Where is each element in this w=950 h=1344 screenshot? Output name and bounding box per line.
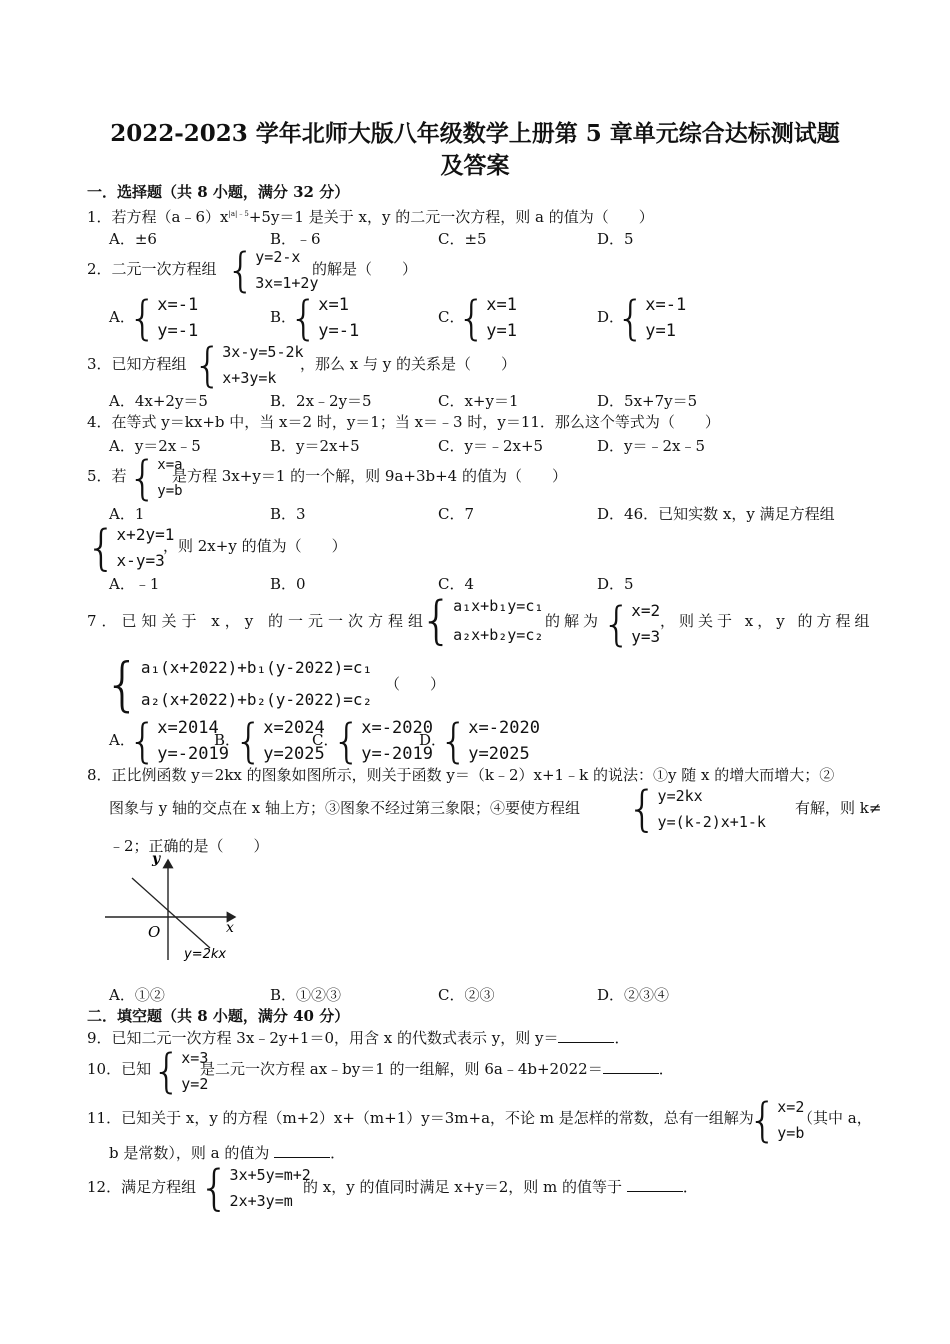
q12-stem-pre: 12．满足方程组: [87, 1178, 197, 1196]
q8-graph: [100, 850, 250, 970]
q2-option-a-label: A．: [109, 308, 135, 326]
q8-option-a: A．①②: [109, 986, 165, 1004]
q3-system: { 3x-y=5-2k x+3y=k: [193, 338, 304, 392]
q10-stem-pre: 10．已知: [87, 1060, 152, 1078]
q11-line2: b 是常数），则 a 的值为 ．: [109, 1144, 346, 1162]
q7-stem-pre: 7．已知关于 x，y 的一元一次方程组: [87, 612, 429, 630]
q8-option-b: B．①②③: [270, 986, 342, 1004]
q2-option-c-label: C．: [438, 308, 465, 326]
q5-system: { x=a y=b: [128, 451, 183, 505]
q2-stem-pre: 2．二元一次方程组: [87, 260, 217, 278]
q7-option-a: { x=2014 y=-2019: [128, 714, 229, 768]
q5-option-d: D．46．已知实数 x，y 满足方程组: [597, 505, 835, 523]
brace-icon: {: [226, 243, 256, 297]
y-axis-label: y: [152, 851, 161, 867]
q6-option-c: C．4: [438, 575, 475, 593]
q11-stem-pre: 11．已知关于 x，y 的方程（m+2）x+（m+1）y＝3m+a，不论 m 是怎样的常数，总有一组解为: [87, 1109, 754, 1127]
q1-stem: 1．若方程$(a﹣6)x^{|a|﹣5}+5y=1$ 是关于 x，y 的二元一次方程，则 a 的值为（ ）: [87, 208, 654, 226]
brace-icon: {: [627, 781, 658, 837]
brace-icon: {: [128, 714, 158, 768]
q8-line2-pre: 图象与 y 轴的交点在 x 轴上方；③图象不经过第三象限；④要使方程组: [109, 799, 581, 817]
doc-title-line2: 及答案: [440, 152, 510, 179]
graph-line: [132, 878, 210, 948]
brace-icon: {: [439, 714, 469, 768]
q7-stem-post: ，则关于 x，y 的方程组: [660, 612, 874, 630]
q2-option-d: { x=-1 y=1: [616, 291, 687, 345]
section1-heading: 一．选择题（共 8 小题，满分 32 分）: [87, 183, 350, 201]
line-label: y=2kx: [184, 947, 227, 962]
brace-icon: {: [86, 520, 117, 576]
q8-option-d: D．②③④: [597, 986, 670, 1004]
q7-option-b: { x=2024 y=2025: [234, 714, 325, 768]
q8-line1: 8．正比例函数 y＝2kx 的图象如图所示，则关于函数 y＝（k﹣2）x+1﹣k 的说法：①y 随 x 的增大而增大；②: [87, 766, 835, 784]
q5-option-b: B．3: [270, 505, 306, 523]
q7-solution: { x=2 y=3: [602, 597, 661, 651]
q3-option-b: B．2x﹣2y＝5: [270, 392, 372, 410]
q11-stem-post: （其中 a，: [798, 1109, 872, 1127]
q7-big-system: { a₁(x+2022)+b₁(y-2022)=c₁ a₂(x+2022)+b₂(y-2022)=c₂: [104, 650, 373, 718]
q7-option-b-label: B．: [214, 731, 241, 749]
q2-option-a: { x=-1 y=-1: [128, 291, 199, 345]
q2-option-d-label: D．: [597, 308, 625, 326]
q7-option-c: { x=-2020 y=-2019: [332, 714, 433, 768]
q6-system: { x+2y=1 x-y=3: [86, 520, 175, 576]
q7-option-c-label: C．: [312, 731, 339, 749]
brace-icon: {: [104, 650, 141, 718]
q7-option-d: { x=-2020 y=2025: [439, 714, 540, 768]
q5-option-c: C．7: [438, 505, 475, 523]
answer-blank[interactable]: [627, 1177, 683, 1192]
brace-icon: {: [234, 714, 264, 768]
q7-system: { a₁x+b₁y=c₁ a₂x+b₂y=c₂: [420, 591, 544, 651]
q6-option-d: D．5: [597, 575, 634, 593]
brace-icon: {: [128, 291, 158, 345]
q4-option-a: A．y＝2x﹣5: [109, 437, 201, 455]
answer-blank[interactable]: [603, 1059, 659, 1074]
brace-icon: {: [193, 338, 223, 392]
q7-stem-mid: 的解为: [545, 612, 603, 630]
q1-option-d: D．5: [597, 230, 634, 248]
q1-option-b: B．﹣6: [270, 230, 321, 248]
q6-stem-post: ，则 2x+y 的值为（ ）: [163, 537, 347, 555]
q4-option-d: D．y＝﹣2x﹣5: [597, 437, 706, 455]
q11-system: { x=2 y=b: [748, 1093, 805, 1147]
q3-option-d: D．5x+7y＝5: [597, 392, 698, 410]
brace-icon: {: [289, 291, 319, 345]
brace-icon: {: [457, 291, 487, 345]
q2-stem-post: 的解是（ ）: [312, 260, 418, 278]
q12-system: { 3x+5y=m+2 2x+3y=m: [199, 1160, 311, 1216]
q12: 的 x，y 的值同时满足 x+y＝2，则 m 的值等于 ．: [303, 1178, 698, 1196]
doc-title-line1: 2022-2023 学年北师大版八年级数学上册第 5 章单元综合达标测试题: [110, 120, 840, 147]
q8-line2-post: 有解，则 k≠: [795, 799, 882, 817]
brace-icon: {: [199, 1160, 230, 1216]
q1-option-c: C．±5: [438, 230, 487, 248]
brace-icon: {: [420, 591, 454, 651]
q6-option-a: A．﹣1: [109, 575, 160, 593]
q5-stem-pre: 5．若: [87, 467, 127, 485]
q10: 是二元一次方程 ax﹣by＝1 的一组解，则 6a﹣4b+2022＝ ．: [200, 1060, 674, 1078]
q4-option-b: B．y＝2x+5: [270, 437, 360, 455]
q6-option-b: B．0: [270, 575, 306, 593]
brace-icon: {: [332, 714, 362, 768]
q7-paren: （ ）: [385, 675, 446, 693]
q2-option-b: { x=1 y=-1: [289, 291, 360, 345]
q1-exponent: |a|﹣5: [228, 210, 249, 218]
q3-option-a: A．4x+2y＝5: [109, 392, 208, 410]
answer-blank[interactable]: [274, 1143, 330, 1158]
brace-icon: {: [616, 291, 646, 345]
x-axis-label: x: [226, 920, 234, 936]
q3-stem-post: ，那么 x 与 y 的关系是（ ）: [300, 355, 517, 373]
brace-icon: {: [152, 1044, 182, 1098]
q4-stem: 4．在等式 y＝kx+b 中，当 x＝2 时，y＝1；当 x＝﹣3 时，y＝11．那么这个等式为（ ）: [87, 413, 720, 431]
q8-option-c: C．②③: [438, 986, 495, 1004]
q4-option-c: C．y＝﹣2x+5: [438, 437, 544, 455]
q2-option-b-label: B．: [270, 308, 297, 326]
q3-stem-pre: 3．已知方程组: [87, 355, 187, 373]
brace-icon: {: [128, 451, 158, 505]
q8-system: { y=2kx y=(k-2)x+1-k: [627, 781, 766, 837]
q2-eq2: 3x=1+2y: [255, 274, 319, 292]
brace-icon: {: [602, 597, 632, 651]
q5-option-a: A．1: [109, 505, 145, 523]
q7-option-d-label: D．: [419, 731, 447, 749]
q2-system: [226, 244, 319, 296]
q2-option-c: { x=1 y=1: [457, 291, 517, 345]
q10-system: { x=3 y=2: [152, 1044, 209, 1098]
answer-blank[interactable]: [558, 1028, 614, 1043]
brace-icon: {: [748, 1093, 778, 1147]
q3-option-c: C．x+y＝1: [438, 392, 519, 410]
q1-option-a: A．±6: [109, 230, 157, 248]
q9: 9．已知二元一次方程 3x﹣2y+1＝0，用含 x 的代数式表示 y，则 y＝ ．: [87, 1029, 630, 1047]
q5-stem-post: 是方程 3x+y＝1 的一个解，则 9a+3b+4 的值为（ ）: [172, 467, 567, 485]
q2-eq1: y=2-x: [255, 248, 301, 266]
origin-label: O: [148, 923, 161, 941]
q8-line3: ﹣2；正确的是（ ）: [109, 837, 269, 855]
section2-heading: 二．填空题（共 8 小题，满分 40 分）: [87, 1007, 350, 1025]
q7-option-a-label: A．: [109, 731, 135, 749]
